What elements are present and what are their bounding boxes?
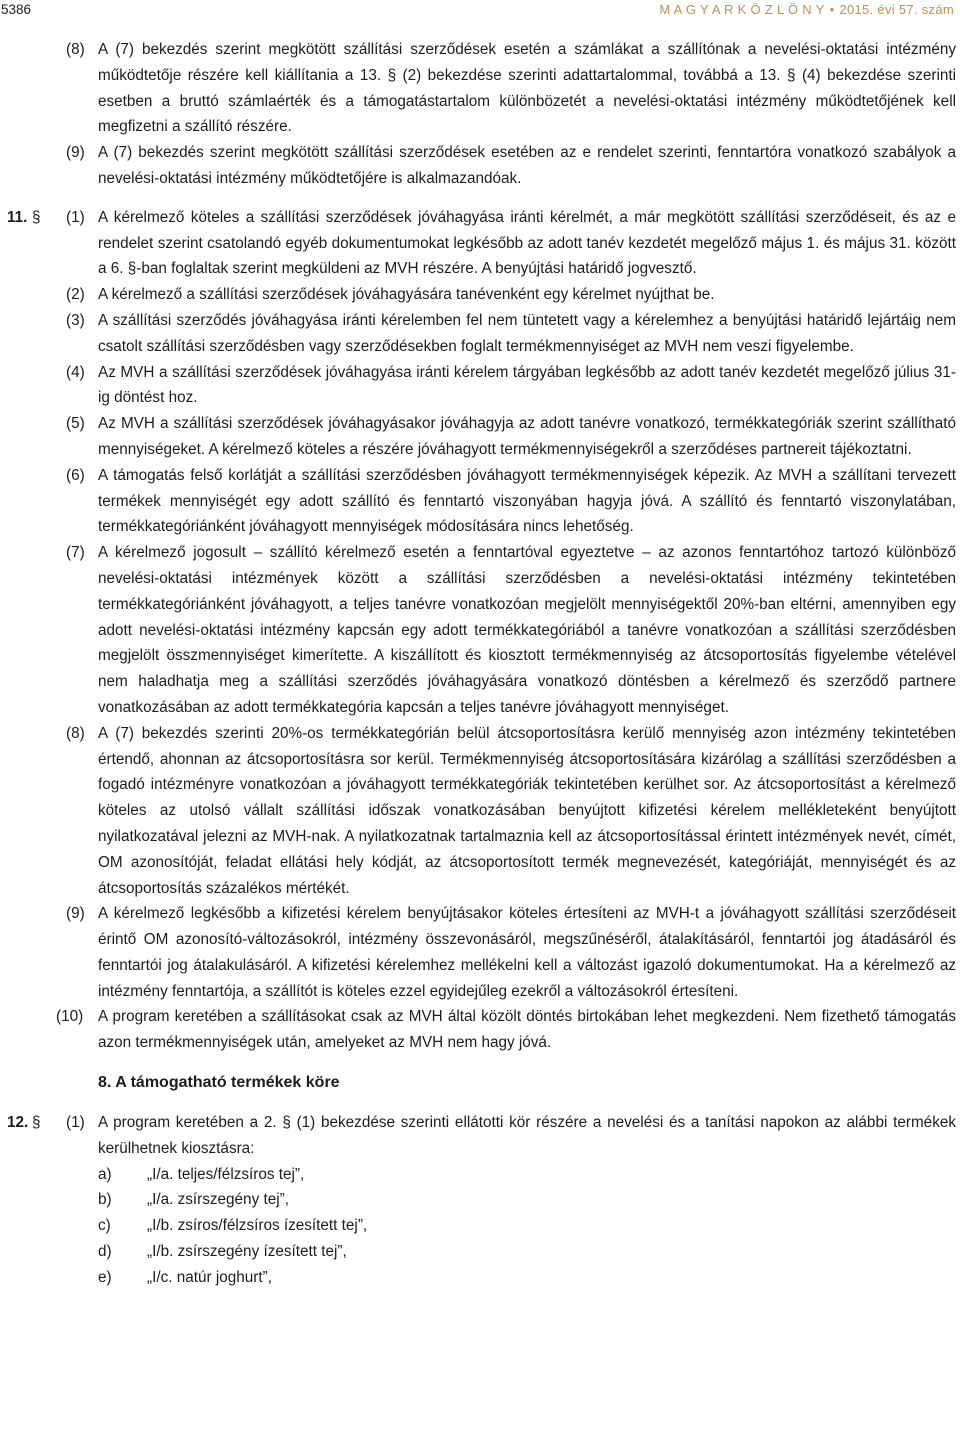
item-label: e) [98, 1268, 112, 1286]
paragraph-number: (3) [66, 311, 85, 329]
section-symbol: § [32, 1114, 41, 1132]
s11-paragraph-10 [0, 1004, 960, 1056]
paragraph-text: Az MVH a szállítási szerződések jóváhagyásakor jóváhagyja az adott tanévre vonatkozó, termékkategóriák szerint szállítható mennyiségeket. A kérelmező köteles a részére jóváhagyott termékmennyiségekről a szerződéses partnereit tájékoztatni. [98, 415, 956, 458]
header-bullet: • [829, 2, 835, 17]
list-item [0, 1162, 960, 1188]
page-header [0, 0, 960, 26]
paragraph-number: (7) [66, 544, 85, 562]
paragraph-text: A program keretében a 2. § (1) bekezdése szerinti ellátotti kör részére a nevelési és a tanítási napokon az alábbi termékek kerülhetnek kiosztásra: [98, 1114, 956, 1157]
paragraph-number: (8) [66, 724, 85, 742]
s11-paragraph-7 [0, 540, 960, 721]
page-content [0, 37, 960, 1291]
spacer [0, 1056, 960, 1070]
paragraph-text: A kérelmező a szállítási szerződések jóváhagyására tanévenként egy kérelmet nyújthat be. [98, 286, 715, 304]
s12-paragraph-1 [0, 1110, 960, 1162]
paragraph-number: (4) [66, 363, 85, 381]
s11-paragraph-4 [0, 360, 960, 412]
paragraph-text: A kérelmező legkésőbb a kifizetési kérelem benyújtásakor köteles értesíteni az MVH-t a jóváhagyott szállítási szerződéseit érintő OM azonosító-változásokról, intézmény összevonásáról, megszűnéséről, átalakításáról, fenntartói jog átadásáról és fenntartói jog átalakulásáról. A kifizetési kérelemhez mellékelni kell a változást igazoló dokumentumokat. Ha a kérelmező az intézmény fenntartója, a szállítót is köteles ezzel egyidejűleg ezekről a változásokról értesíteni. [98, 905, 956, 1000]
chapter-heading: 8. A támogatható termékek köre [98, 1074, 340, 1092]
item-text: „I/a. zsírszegény tej”, [147, 1191, 289, 1209]
item-label: c) [98, 1217, 111, 1235]
paragraph-text: A szállítási szerződés jóváhagyása iránti kérelemben fel nem tüntetett vagy a kérelemhez a benyújtási határidő lejártáig nem csatolt szállítási szerződésben vagy szerződésekben foglalt termékmennyiséget az MVH nem veszi figyelembe. [98, 311, 956, 355]
spacer [0, 192, 960, 205]
paragraph-number: (8) [66, 41, 85, 58]
s11-paragraph-2 [0, 282, 960, 308]
paragraph-number: (6) [66, 466, 85, 484]
paragraph-text: A támogatás felső korlátját a szállítási szerződésben jóváhagyott termékmennyiségek képezik. Az MVH a szállítani tervezett termékek mennyiségét egy adott szállító és fenntartó viszonyában hagyja jóvá. A szállító és fenntartó viszonylatában, termékkategóriánként jóváhagyott mennyiségek módosítására nincs lehetőség. [98, 466, 956, 536]
journal-issue: 2015. évi 57. szám [839, 2, 954, 17]
paragraph-text: A (7) bekezdés szerint megkötött szállítási szerződések esetén a számlákat a szállítónak a nevelési-oktatási intézmény működtetője részére kell kiállítania a 13. § (2) bekezdése szerinti adattartalommal, továbbá a 13. § (4) bekezdése szerinti esetben a bruttó számlaérték és a támogatástartalom különbözetét a nevelési-oktatási intézmény működtetőjének kell megfizetni a szállító részére. [98, 41, 956, 136]
paragraph-number: (2) [66, 286, 85, 304]
s10-paragraph-8 [0, 37, 960, 140]
paragraph-text: A program keretében a szállításokat csak az MVH által közölt döntés birtokában lehet megkezdeni. Nem fizethető támogatás azon termékmennyiségek után, amelyeket az MVH nem hagy jóvá. [98, 1008, 956, 1052]
section-label: 11. [7, 208, 28, 226]
paragraph-number: (1) [66, 208, 85, 226]
paragraph-text: A (7) bekezdés szerinti 20%-os termékkategórián belül átcsoportosításra kerülő mennyiség azon intézmény tekintetében értendő, ahonnan az átcsoportosításra sor kerül. Termékmennyiség átcsoportosítására kizárólag a szállítási szerződésben a fogadó intézményre vonatkozóan a jóváhagyott termékkategóriák tekintetében kerülhet sor. Az átcsoportosítást a kérelmező köteles az utolsó vállalt szállítási időszak vonatkozásában benyújtott kifizetési kérelem mellékleteként benyújtott nyilatkozatával jelezni az MVH-nak. A nyilatkozatnak tartalmaznia kell az átcsoportosítással érintett intézmények nevét, címét, OM azonosítóját, feladat ellátási hely kódját, az átcsoportosított termék megnevezését, kategóriáját, mennyiségét és az átcsoportosítás százalékos mértékét. [98, 724, 956, 897]
section-label: 12. [7, 1114, 29, 1132]
s11-paragraph-1 [0, 205, 960, 282]
item-label: b) [98, 1191, 112, 1209]
paragraph-number: (10) [56, 1008, 84, 1026]
paragraph-number: (1) [66, 1114, 85, 1132]
list-item [0, 1239, 960, 1265]
item-text: „I/c. natúr joghurt”, [147, 1268, 272, 1286]
page-number: 5386 [1, 2, 32, 17]
s11-paragraph-8 [0, 721, 960, 902]
list-item [0, 1265, 960, 1291]
item-label: d) [98, 1243, 112, 1261]
item-text: „I/a. teljes/félzsíros tej”, [147, 1165, 305, 1183]
spacer [0, 1096, 960, 1110]
journal-name: M A G Y A R K Ö Z L Ö N Y [659, 2, 825, 17]
paragraph-number: (5) [66, 415, 85, 433]
section-symbol: § [32, 208, 41, 226]
s11-paragraph-6 [0, 463, 960, 540]
s11-paragraph-5 [0, 411, 960, 463]
paragraph-number: (9) [66, 905, 85, 923]
item-label: a) [98, 1165, 112, 1183]
paragraph-text: A (7) bekezdés szerint megkötött szállítási szerződések esetében az e rendelet szerinti, fenntartóra vonatkozó szabályok a nevelési-oktatási intézmény működtetőjére is alkalmazandóak. [98, 144, 956, 187]
item-text: „I/b. zsírszegény ízesített tej”, [147, 1243, 347, 1261]
list-item [0, 1213, 960, 1239]
s11-paragraph-9 [0, 901, 960, 1004]
paragraph-text: A kérelmező jogosult – szállító kérelmező esetén a fenntartóval egyeztetve – az azonos fenntartóhoz tartozó különböző nevelési-oktatási intézmények között a szállítási szerződésben a nevelési-oktatási intézmény tekintetében termékkategóriánként jóváhagyott, a teljes tanévre vonatkozóan megjelölt mennyiségektől 20%-ban eltérni, amennyiben egy adott nevelési-oktatási intézmény kapcsán egy adott termékkategóriából a tanévre vonatkozóan a szállítási szerződésben megjelölt összmennyiséget kimerítette. A kiszállított és kiosztott termékmennyiség az átcsoportosítás figyelembe vételével nem haladhatja meg a szállítási szerződés jóváhagyására vonatkozó döntésben a kérelmező és szerződő partnere vonatkozásában az adott termékkategória kapcsán a teljes tanévre jóváhagyott mennyiséget. [98, 544, 956, 716]
list-item [0, 1187, 960, 1213]
s11-paragraph-3 [0, 308, 960, 360]
journal-title [659, 1, 954, 19]
paragraph-number: (9) [66, 144, 85, 162]
s10-paragraph-9 [0, 140, 960, 192]
item-text: „I/b. zsíros/félzsíros ízesített tej”, [147, 1217, 368, 1235]
paragraph-text: Az MVH a szállítási szerződések jóváhagyása iránti kérelem tárgyában legkésőbb az adott tanév kezdetét megelőző július 31-ig döntést hoz. [98, 363, 956, 407]
paragraph-text: A kérelmező köteles a szállítási szerződések jóváhagyása iránti kérelmét, a már megkötött szállítási szerződéseit, és az e rendelet szerint csatolandó egyéb dokumentumokat legkésőbb az adott tanév kezdetét megelőző május 1. és május 31. között a 6. §-ban foglaltak szerint megküldeni az MVH részére. A benyújtási határidő jogvesztő. [98, 208, 956, 278]
